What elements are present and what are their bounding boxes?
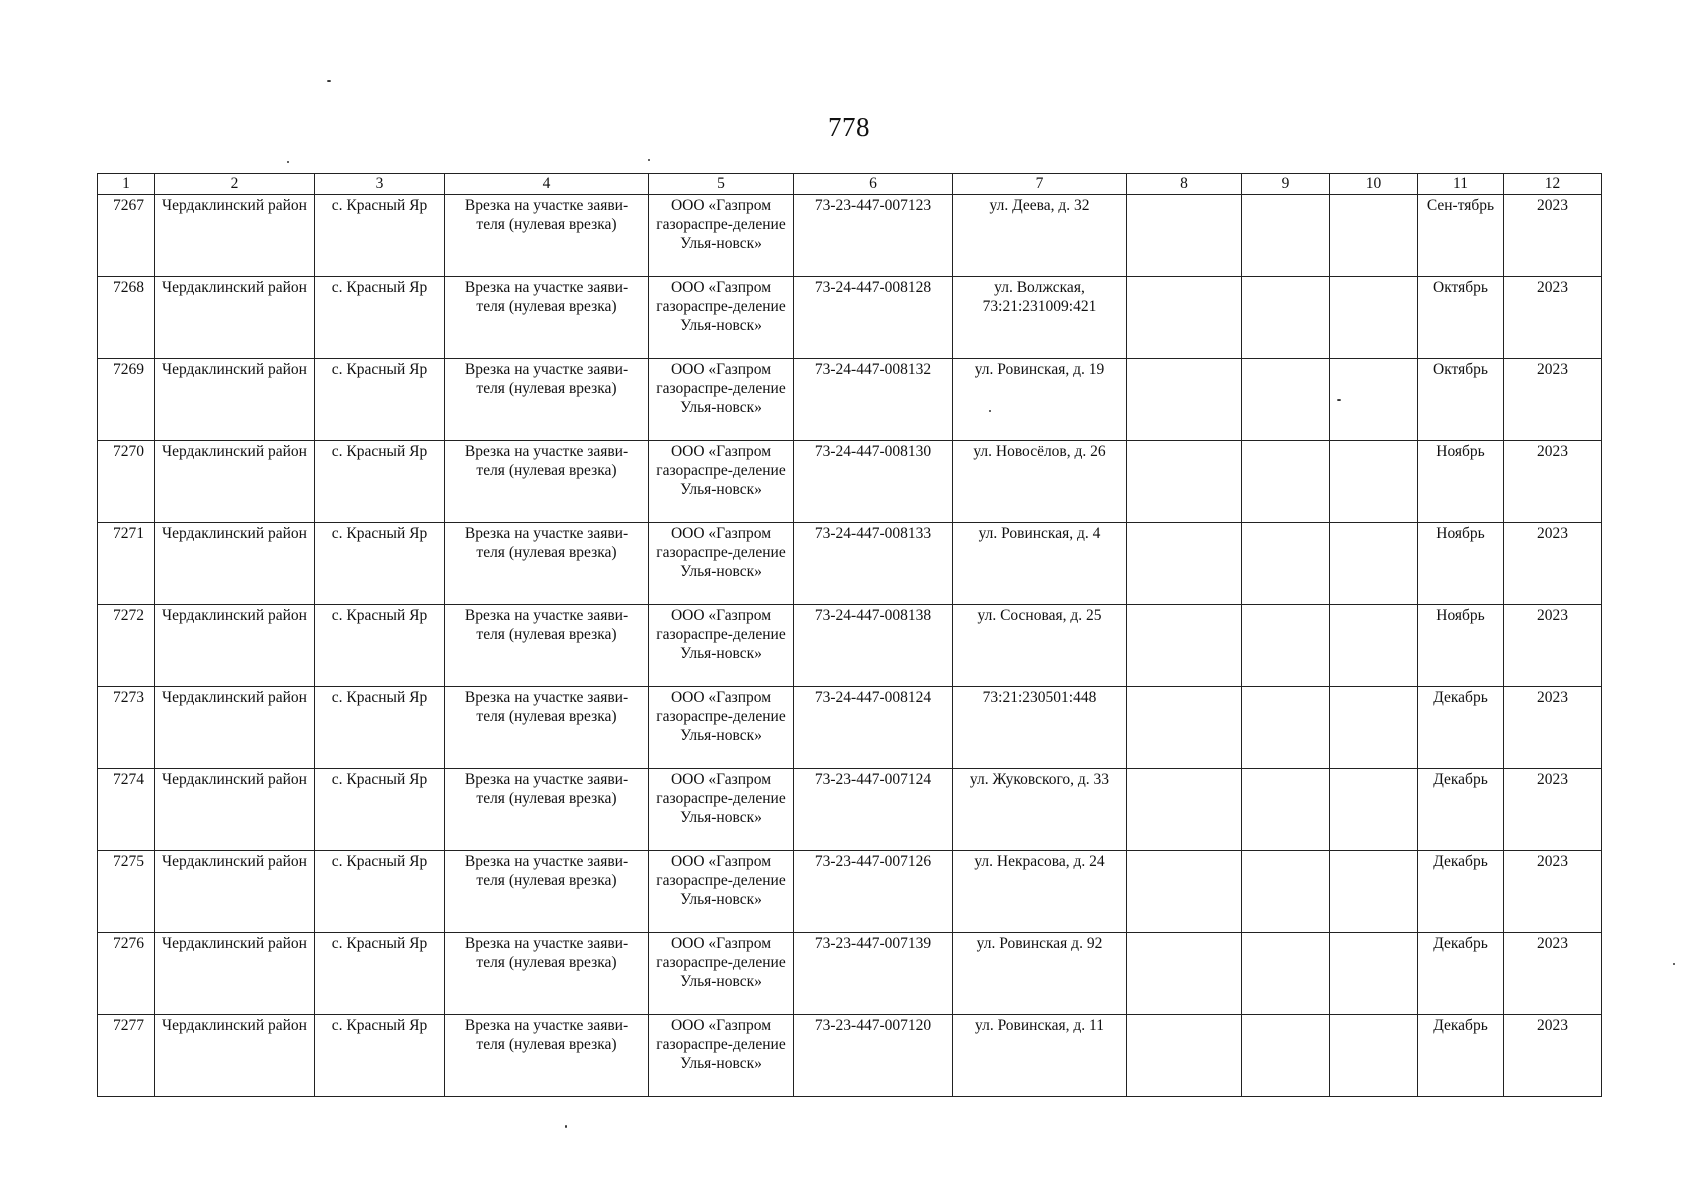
year-cell: 2023 [1504,1015,1602,1097]
address-cell: ул. Жуковского, д. 33 [953,769,1127,851]
row-number: 7275 [98,851,155,933]
table-body [98,195,1602,1097]
month-cell: Ноябрь [1418,441,1504,523]
column-9-cell [1242,769,1330,851]
object-code-cell: 73-24-447-008130 [794,441,953,523]
object-code-cell: 73-23-447-007139 [794,933,953,1015]
column-10-cell [1330,441,1418,523]
work-type-cell: Врезка на участке заяви-теля (нулевая врезка) [445,441,649,523]
year-cell: 2023 [1504,359,1602,441]
month-cell: Декабрь [1418,851,1504,933]
column-8-cell [1127,523,1242,605]
column-8-cell [1127,687,1242,769]
address-cell: 73:21:230501:448 [953,687,1127,769]
district-cell: Чердаклинский район [155,933,315,1015]
scan-speck [327,80,331,82]
page-number: 778 [828,112,870,142]
object-code-cell: 73-24-447-008133 [794,523,953,605]
scan-speck [565,1125,567,1128]
address-cell: ул. Новосёлов, д. 26 [953,441,1127,523]
object-code-cell: 73-24-447-008132 [794,359,953,441]
table-row [98,195,1602,277]
locality-cell: с. Красный Яр [315,933,445,1015]
object-code-cell: 73-23-447-007126 [794,851,953,933]
object-code-cell: 73-23-447-007120 [794,1015,953,1097]
table-row [98,605,1602,687]
row-number: 7276 [98,933,155,1015]
organization-cell: ООО «Газпром газораспре-деление Улья-новск» [649,523,794,605]
district-cell: Чердаклинский район [155,605,315,687]
organization-cell: ООО «Газпром газораспре-деление Улья-новск» [649,605,794,687]
address-cell: ул. Некрасова, д. 24 [953,851,1127,933]
column-9-cell [1242,687,1330,769]
month-cell: Декабрь [1418,933,1504,1015]
year-cell: 2023 [1504,195,1602,277]
work-type-cell: Врезка на участке заяви-теля (нулевая врезка) [445,523,649,605]
column-8-cell [1127,851,1242,933]
locality-cell: с. Красный Яр [315,851,445,933]
column-9-cell [1242,523,1330,605]
address-cell: ул. Волжская, 73:21:231009:421 [953,277,1127,359]
row-number: 7273 [98,687,155,769]
year-cell: 2023 [1504,605,1602,687]
work-type-cell: Врезка на участке заяви-теля (нулевая врезка) [445,851,649,933]
column-8-cell [1127,277,1242,359]
year-cell: 2023 [1504,441,1602,523]
organization-cell: ООО «Газпром газораспре-деление Улья-новск» [649,441,794,523]
object-code-cell: 73-23-447-007124 [794,769,953,851]
year-cell: 2023 [1504,769,1602,851]
district-cell: Чердаклинский район [155,277,315,359]
organization-cell: ООО «Газпром газораспре-деление Улья-новск» [649,277,794,359]
address-cell: ул. Ровинская д. 92 [953,933,1127,1015]
locality-cell: с. Красный Яр [315,769,445,851]
year-cell: 2023 [1504,277,1602,359]
month-cell: Октябрь [1418,277,1504,359]
object-code-cell: 73-24-447-008124 [794,687,953,769]
scan-speck [989,410,991,412]
column-8-cell [1127,195,1242,277]
locality-cell: с. Красный Яр [315,277,445,359]
column-header-12: 12 [1504,174,1602,195]
column-8-cell [1127,359,1242,441]
column-header-5: 5 [649,174,794,195]
locality-cell: с. Красный Яр [315,195,445,277]
district-cell: Чердаклинский район [155,769,315,851]
scan-speck [1337,399,1341,401]
column-9-cell [1242,1015,1330,1097]
month-cell: Ноябрь [1418,605,1504,687]
year-cell: 2023 [1504,687,1602,769]
organization-cell: ООО «Газпром газораспре-деление Улья-новск» [649,195,794,277]
row-number: 7270 [98,441,155,523]
object-code-cell: 73-24-447-008138 [794,605,953,687]
column-9-cell [1242,605,1330,687]
month-cell: Декабрь [1418,1015,1504,1097]
address-cell: ул. Ровинская, д. 11 [953,1015,1127,1097]
organization-cell: ООО «Газпром газораспре-деление Улья-новск» [649,933,794,1015]
district-cell: Чердаклинский район [155,1015,315,1097]
locality-cell: с. Красный Яр [315,605,445,687]
work-type-cell: Врезка на участке заяви-теля (нулевая врезка) [445,359,649,441]
address-cell: ул. Ровинская, д. 4 [953,523,1127,605]
column-10-cell [1330,933,1418,1015]
organization-cell: ООО «Газпром газораспре-деление Улья-новск» [649,687,794,769]
table-row [98,277,1602,359]
district-cell: Чердаклинский район [155,441,315,523]
column-9-cell [1242,933,1330,1015]
register-table [97,173,1602,1097]
column-header-2: 2 [155,174,315,195]
scan-speck [287,161,289,163]
column-header-4: 4 [445,174,649,195]
column-8-cell [1127,769,1242,851]
address-cell: ул. Деева, д. 32 [953,195,1127,277]
table-row [98,851,1602,933]
row-number: 7272 [98,605,155,687]
column-header-9: 9 [1242,174,1330,195]
year-cell: 2023 [1504,851,1602,933]
scan-speck [1673,963,1675,965]
column-8-cell [1127,605,1242,687]
organization-cell: ООО «Газпром газораспре-деление Улья-новск» [649,1015,794,1097]
table-row [98,933,1602,1015]
district-cell: Чердаклинский район [155,523,315,605]
row-number: 7267 [98,195,155,277]
row-number: 7271 [98,523,155,605]
object-code-cell: 73-24-447-008128 [794,277,953,359]
organization-cell: ООО «Газпром газораспре-деление Улья-новск» [649,359,794,441]
column-10-cell [1330,1015,1418,1097]
row-number: 7268 [98,277,155,359]
table-row [98,359,1602,441]
locality-cell: с. Красный Яр [315,359,445,441]
district-cell: Чердаклинский район [155,195,315,277]
organization-cell: ООО «Газпром газораспре-деление Улья-новск» [649,769,794,851]
column-header-3: 3 [315,174,445,195]
object-code-cell: 73-23-447-007123 [794,195,953,277]
table-row [98,523,1602,605]
work-type-cell: Врезка на участке заяви-теля (нулевая врезка) [445,195,649,277]
district-cell: Чердаклинский район [155,851,315,933]
work-type-cell: Врезка на участке заяви-теля (нулевая врезка) [445,769,649,851]
column-10-cell [1330,523,1418,605]
column-8-cell [1127,1015,1242,1097]
work-type-cell: Врезка на участке заяви-теля (нулевая врезка) [445,277,649,359]
month-cell: Декабрь [1418,687,1504,769]
column-header-10: 10 [1330,174,1418,195]
column-10-cell [1330,359,1418,441]
district-cell: Чердаклинский район [155,687,315,769]
work-type-cell: Врезка на участке заяви-теля (нулевая врезка) [445,933,649,1015]
column-10-cell [1330,605,1418,687]
row-number: 7277 [98,1015,155,1097]
column-10-cell [1330,195,1418,277]
column-9-cell [1242,441,1330,523]
column-8-cell [1127,441,1242,523]
column-9-cell [1242,277,1330,359]
column-9-cell [1242,359,1330,441]
column-10-cell [1330,769,1418,851]
work-type-cell: Врезка на участке заяви-теля (нулевая врезка) [445,1015,649,1097]
column-9-cell [1242,195,1330,277]
column-9-cell [1242,851,1330,933]
column-header-1: 1 [98,174,155,195]
column-header-8: 8 [1127,174,1242,195]
month-cell: Сен-тябрь [1418,195,1504,277]
column-10-cell [1330,687,1418,769]
row-number: 7269 [98,359,155,441]
header-row [98,174,1602,195]
district-cell: Чердаклинский район [155,359,315,441]
address-cell: ул. Сосновая, д. 25 [953,605,1127,687]
address-cell: ул. Ровинская, д. 19 [953,359,1127,441]
scan-speck [648,159,650,161]
column-10-cell [1330,851,1418,933]
locality-cell: с. Красный Яр [315,687,445,769]
locality-cell: с. Красный Яр [315,441,445,523]
locality-cell: с. Красный Яр [315,523,445,605]
table-row [98,687,1602,769]
table-row [98,441,1602,523]
column-header-6: 6 [794,174,953,195]
year-cell: 2023 [1504,933,1602,1015]
locality-cell: с. Красный Яр [315,1015,445,1097]
organization-cell: ООО «Газпром газораспре-деление Улья-новск» [649,851,794,933]
table-row [98,769,1602,851]
column-8-cell [1127,933,1242,1015]
work-type-cell: Врезка на участке заяви-теля (нулевая врезка) [445,605,649,687]
column-header-7: 7 [953,174,1127,195]
month-cell: Ноябрь [1418,523,1504,605]
row-number: 7274 [98,769,155,851]
work-type-cell: Врезка на участке заяви-теля (нулевая врезка) [445,687,649,769]
month-cell: Октябрь [1418,359,1504,441]
table-row [98,1015,1602,1097]
year-cell: 2023 [1504,523,1602,605]
column-10-cell [1330,277,1418,359]
column-header-11: 11 [1418,174,1504,195]
month-cell: Декабрь [1418,769,1504,851]
